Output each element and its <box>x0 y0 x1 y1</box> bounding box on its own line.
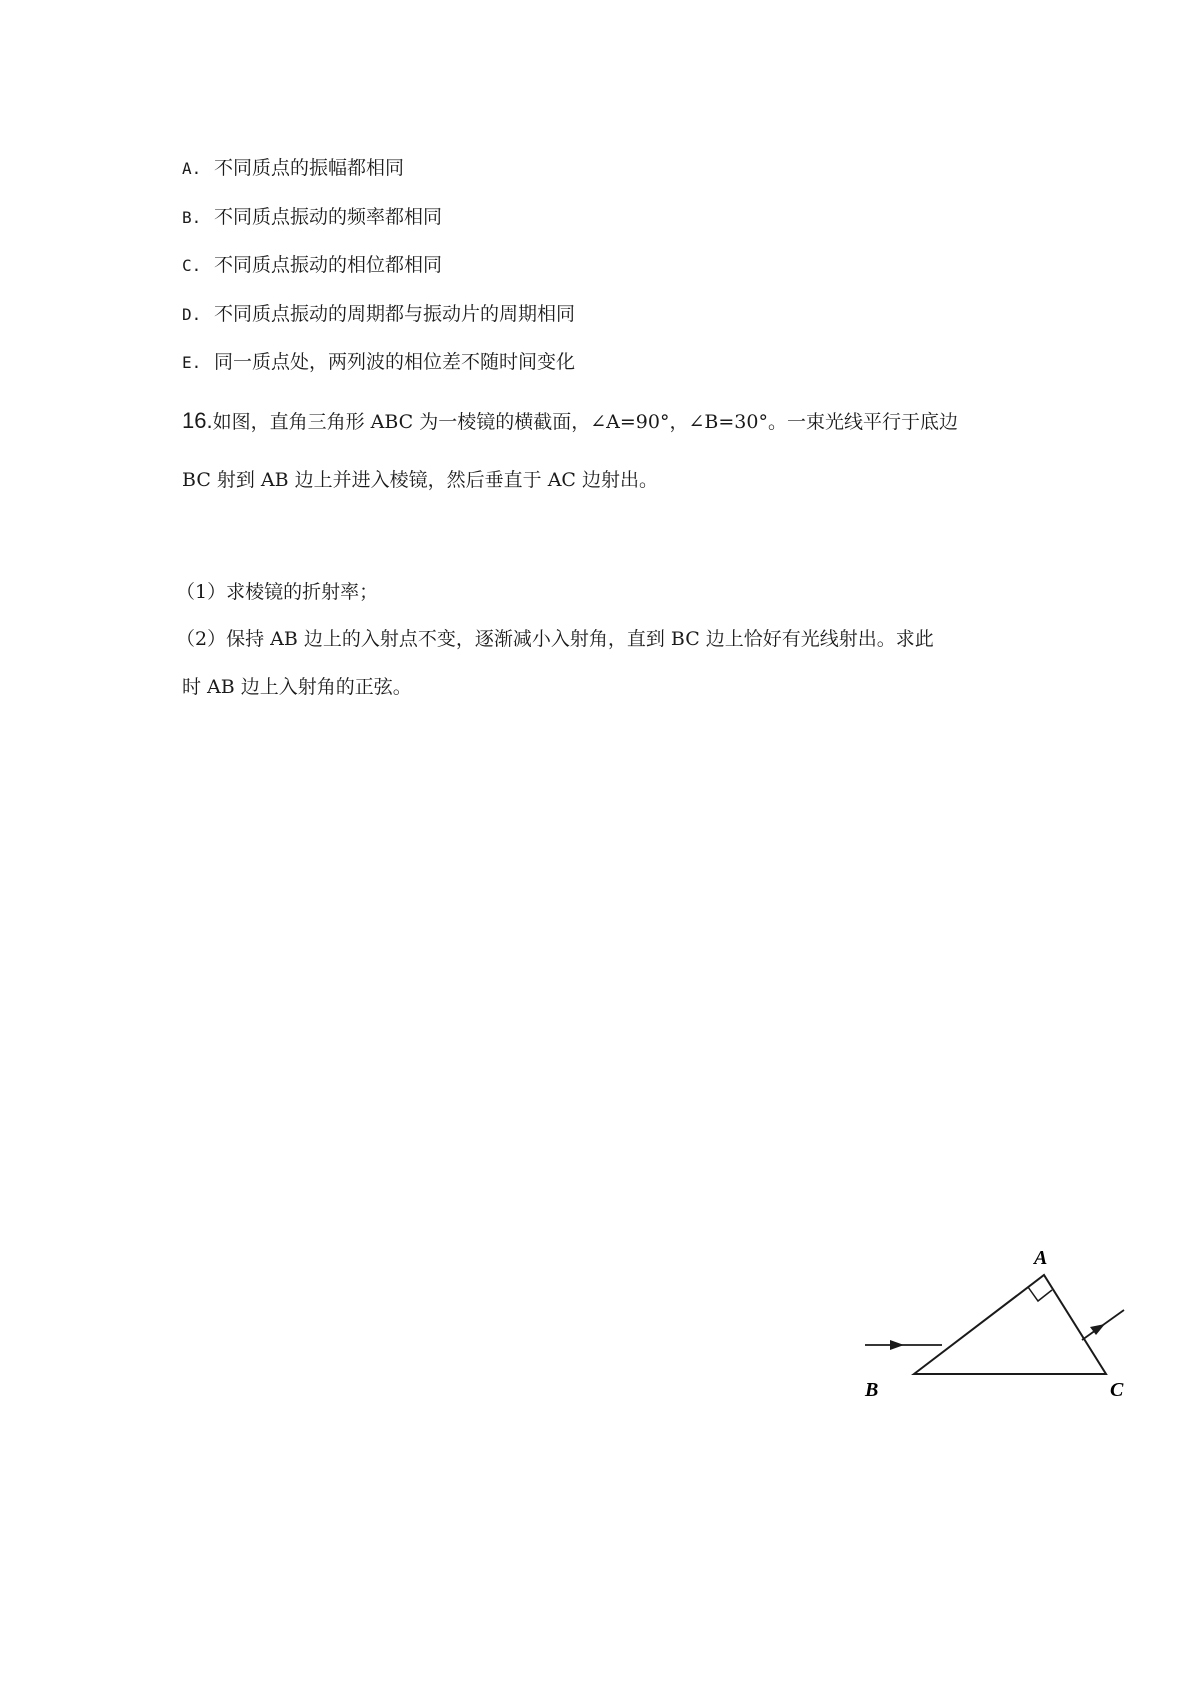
option-text: 不同质点振动的相位都相同 <box>214 254 443 276</box>
question-16-line-1 <box>182 409 958 434</box>
option-text: 不同质点的振幅都相同 <box>214 157 405 179</box>
sub-question-2-line-1: （2）保持 AB 边上的入射点不变，逐渐减小入射角，直到 BC 边上恰好有光线射出。求此 <box>176 628 934 650</box>
prism-figure <box>862 1238 1162 1398</box>
option-letter: A. <box>182 159 202 178</box>
right-angle-mark <box>1028 1287 1052 1301</box>
incident-arrow <box>890 1340 904 1350</box>
option-d <box>182 302 575 327</box>
option-c <box>182 253 442 278</box>
question-stem: 如图，直角三角形 ABC 为一棱镜的横截面，∠A=90°，∠B=30°。一束光线平行于底边 <box>212 411 958 433</box>
option-text: 同一质点处，两列波的相位差不随时间变化 <box>214 351 576 373</box>
sub-question-2-line-2: 时 AB 边上入射角的正弦。 <box>182 676 412 698</box>
option-e <box>182 350 575 375</box>
vertex-label-c: C <box>1110 1379 1124 1398</box>
vertex-label-b: B <box>865 1379 879 1398</box>
option-a <box>182 156 404 181</box>
sub-question-1: （1）求棱镜的折射率； <box>176 581 379 603</box>
prism-triangle <box>914 1275 1106 1374</box>
option-b <box>182 205 442 230</box>
option-letter: C. <box>182 256 202 275</box>
question-16-line-2: BC 射到 AB 边上并进入棱镜，然后垂直于 AC 边射出。 <box>182 469 658 491</box>
option-text: 不同质点振动的频率都相同 <box>214 206 443 228</box>
vertex-label-a: A <box>1034 1247 1048 1269</box>
question-number: 16. <box>182 408 213 433</box>
option-letter: D. <box>182 305 202 324</box>
option-text: 不同质点振动的周期都与振动片的周期相同 <box>214 303 576 325</box>
option-letter: E. <box>182 353 202 372</box>
option-letter: B. <box>182 208 202 227</box>
